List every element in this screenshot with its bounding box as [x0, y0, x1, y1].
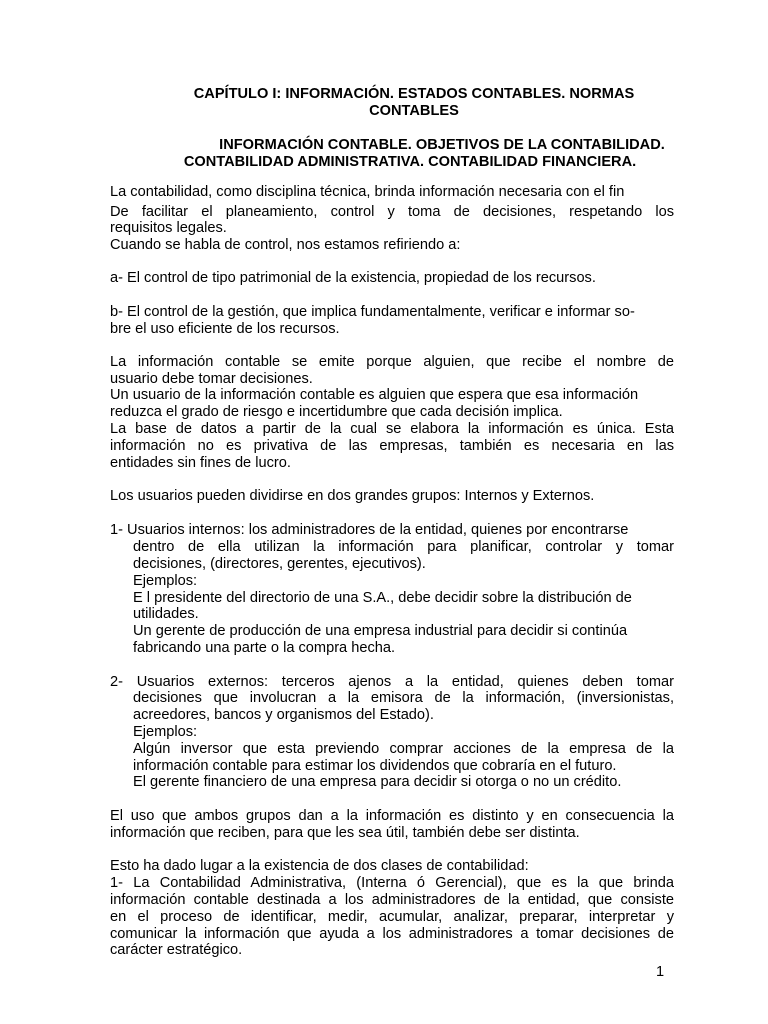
text-line: usuario debe tomar decisiones. — [110, 371, 313, 387]
text-line: reduzca el grado de riesgo e incertidumbre que cada decisión implica. — [110, 404, 563, 420]
text-line: requisitos legales. — [110, 220, 227, 236]
text-line: Cuando se habla de control, nos estamos refiriendo a: — [110, 237, 461, 253]
text-line: El gerente financiero de una empresa para decidir si otorga o no un crédito. — [133, 774, 622, 790]
list-item-2: 2- Usuarios externos: terceros ajenos a la entidad, quienes deben tomar — [110, 674, 674, 690]
text-line: Un gerente de producción de una empresa industrial para decidir si continúa — [133, 623, 628, 639]
text-line: b- El control de la gestión, que implica fundamentalmente, verificar e informar so- — [110, 304, 635, 320]
text-line: información que reciben, para que les sea útil, también debe ser distinta. — [110, 825, 580, 841]
text-line: acreedores, bancos y organismos del Estado). — [133, 707, 434, 723]
list-item-1: 1- Usuarios internos: los administradores de la entidad, quienes por encontrarse — [110, 522, 629, 538]
text-line: decisiones que involucran a la emisora de la información, (inversionistas, — [133, 690, 674, 706]
text-line: decisiones, (directores, gerentes, ejecutivos). — [133, 556, 426, 572]
text-line: información contable destinada a los administradores de la entidad, que consiste — [110, 892, 674, 908]
text-line: La contabilidad, como disciplina técnica, brinda información necesaria con el fin — [110, 184, 625, 200]
text-line: Los usuarios pueden dividirse en dos grandes grupos: Internos y Externos. — [110, 488, 595, 504]
text-line: E l presidente del directorio de una S.A., debe decidir sobre la distribución de — [133, 590, 632, 606]
chapter-title-line-2: CONTABLES — [369, 103, 459, 119]
text-line: a- El control de tipo patrimonial de la existencia, propiedad de los recursos. — [110, 270, 596, 286]
section-title — [110, 137, 710, 171]
text-line: 1- La Contabilidad Administrativa, (Interna ó Gerencial), que es la que brinda — [110, 875, 674, 891]
text-line: dentro de ella utilizan la información para planificar, controlar y tomar — [133, 539, 674, 555]
text-line: bre el uso eficiente de los recursos. — [110, 321, 340, 337]
text-line: Un usuario de la información contable es alguien que espera que esa información — [110, 387, 639, 403]
text-line: utilidades. — [133, 606, 199, 622]
text-line: La información contable se emite porque alguien, que recibe el nombre de — [110, 354, 674, 370]
text-line: La base de datos a partir de la cual se elabora la información es única. Esta — [110, 421, 674, 437]
text-line: carácter estratégico. — [110, 942, 243, 958]
text-line: entidades sin fines de lucro. — [110, 455, 291, 471]
text-line: en el proceso de identificar, medir, acumular, analizar, preparar, interpretar y — [110, 909, 674, 925]
section-title-line-1: INFORMACIÓN CONTABLE. OBJETIVOS DE LA CONTABILIDAD. — [219, 137, 665, 153]
text-line: Ejemplos: — [133, 573, 198, 589]
text-line: fabricando una parte o la compra hecha. — [133, 640, 396, 656]
chapter-title-line-1: CAPÍTULO I: INFORMACIÓN. ESTADOS CONTABLES. NORMAS — [193, 86, 635, 102]
text-line: De facilitar el planeamiento, control y toma de decisiones, respetando los — [110, 204, 674, 220]
text-line: Ejemplos: — [133, 724, 198, 740]
text-line: información contable para estimar los dividendos que cobraría en el futuro. — [133, 758, 617, 774]
chapter-title — [110, 86, 718, 120]
text-line: comunicar la información que ayuda a los administradores a tomar decisiones de — [110, 926, 674, 942]
text-line: Algún inversor que esta previendo comprar acciones de la empresa de la — [133, 741, 674, 757]
text-line: información no es privativa de las empresas, también es necesaria en las — [110, 438, 674, 454]
text-line: El uso que ambos grupos dan a la información es distinto y en consecuencia la — [110, 808, 674, 824]
page-number: 1 — [656, 964, 665, 980]
section-title-line-2: CONTABILIDAD ADMINISTRATIVA. CONTABILIDAD FINANCIERA. — [183, 154, 637, 170]
text-line: Esto ha dado lugar a la existencia de dos clases de contabilidad: — [110, 858, 529, 874]
